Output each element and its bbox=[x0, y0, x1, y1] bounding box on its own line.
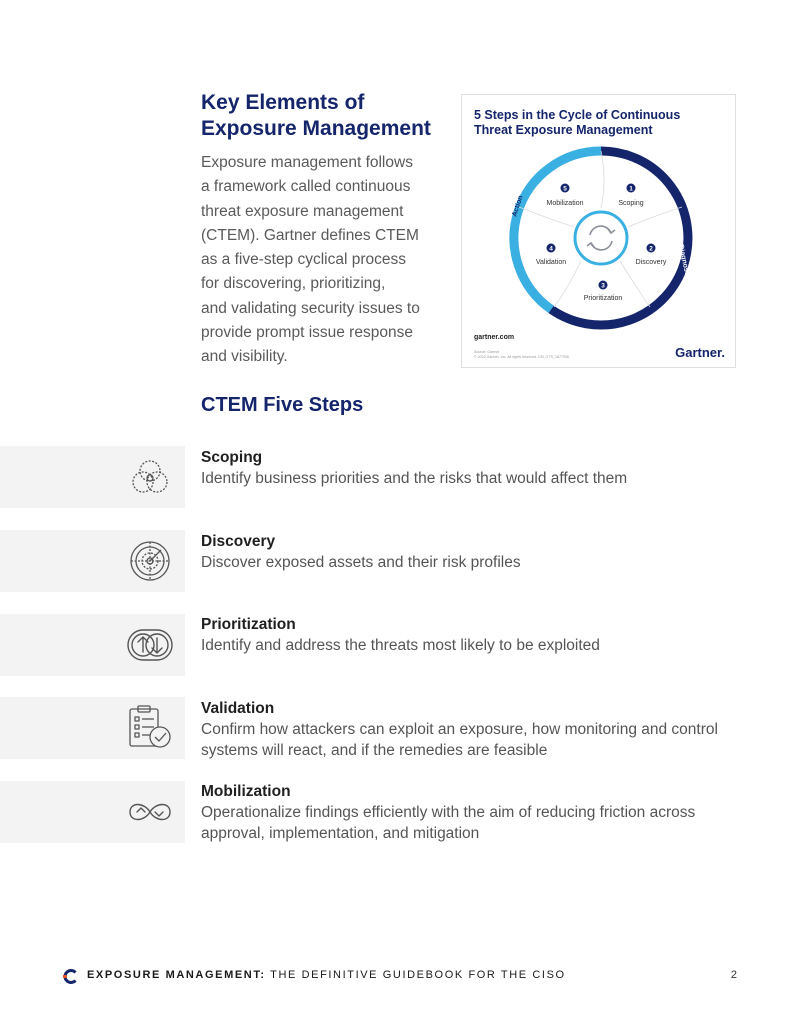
diagram-source-1: Source: Gartner bbox=[474, 350, 500, 354]
step-1-number: 1 bbox=[629, 185, 633, 193]
ctem-cycle-diagram bbox=[461, 94, 736, 368]
section-title-text: CTEM Five Steps bbox=[201, 394, 364, 416]
center-circle bbox=[575, 212, 627, 264]
step-title: Scoping bbox=[201, 449, 263, 466]
heading-line-1: Key Elements of bbox=[201, 91, 365, 114]
intro-line: (CTEM). Gartner defines CTEM bbox=[201, 226, 419, 244]
step-icon-band bbox=[0, 781, 185, 843]
step-title: Prioritization bbox=[201, 616, 296, 633]
footer-title-bold: EXPOSURE MANAGEMENT: bbox=[87, 969, 266, 981]
page-heading bbox=[201, 90, 431, 142]
intro-line: provide prompt issue response bbox=[201, 324, 413, 342]
intro-line: for discovering, prioritizing, bbox=[201, 275, 386, 293]
checklist-icon bbox=[126, 704, 174, 752]
step-4-label: Validation bbox=[535, 259, 567, 266]
footer-title-rest: THE DEFINITIVE GUIDEBOOK FOR THE CISO bbox=[265, 969, 566, 981]
step-validation bbox=[201, 698, 761, 761]
diagram-site: gartner.com bbox=[474, 334, 515, 341]
step-discovery bbox=[201, 531, 761, 573]
footer-title bbox=[87, 969, 566, 981]
page-number: 2 bbox=[730, 969, 737, 981]
step-1-label: Scoping bbox=[618, 200, 644, 207]
step-title: Mobilization bbox=[201, 783, 291, 800]
arc-label-diagnose: Diagnose bbox=[677, 243, 691, 277]
step-prioritization bbox=[201, 614, 761, 656]
step-mobilization bbox=[201, 781, 761, 844]
diagram-title-line-1: 5 Steps in the Cycle of Continuous bbox=[474, 108, 681, 122]
step-5-number: 5 bbox=[563, 185, 567, 193]
step-description-continued: approval, implementation, and mitigation bbox=[201, 825, 480, 842]
step-icon-band bbox=[0, 697, 185, 759]
step-description: Confirm how attackers can exploit an exposure, how monitoring and control bbox=[201, 721, 718, 738]
up-down-arrows-icon bbox=[126, 621, 174, 669]
intro-line: and validating security issues to bbox=[201, 299, 420, 317]
step-3-label: Prioritization bbox=[583, 295, 623, 302]
radar-icon bbox=[126, 537, 174, 585]
intro-line: as a five-step cyclical process bbox=[201, 251, 407, 269]
step-description: Identify and address the threats most likely to be exploited bbox=[201, 637, 600, 654]
step-2-number: 2 bbox=[649, 245, 653, 253]
intro-line: threat exposure management bbox=[201, 202, 404, 220]
diagram-title-line-2: Threat Exposure Management bbox=[474, 123, 653, 137]
step-description: Discover exposed assets and their risk profiles bbox=[201, 554, 521, 571]
intro-line: and visibility. bbox=[201, 348, 288, 366]
heading-line-2: Exposure Management bbox=[201, 117, 431, 140]
diagram-source-2: © 2022 Gartner, Inc. All rights reserved. CM_GTS_1877926 bbox=[474, 355, 569, 359]
step-5-label: Mobilization bbox=[546, 200, 584, 207]
intro-paragraph bbox=[201, 151, 451, 370]
step-description-continued: systems will react, and if the remedies are feasible bbox=[201, 742, 548, 759]
intro-line: a framework called continuous bbox=[201, 178, 411, 196]
step-description: Identify business priorities and the risks that would affect them bbox=[201, 470, 628, 487]
step-description: Operationalize findings efficiently with the aim of reducing friction across bbox=[201, 804, 696, 821]
step-icon-band bbox=[0, 446, 185, 508]
brand-logo-icon bbox=[63, 969, 78, 984]
section-title bbox=[201, 394, 363, 417]
step-scoping bbox=[201, 447, 761, 489]
step-title: Validation bbox=[201, 700, 275, 717]
page-footer bbox=[63, 968, 743, 986]
step-3-number: 3 bbox=[601, 282, 605, 290]
step-2-label: Discovery bbox=[635, 259, 667, 266]
step-icon-band bbox=[0, 530, 185, 592]
gartner-logo: Gartner. bbox=[675, 345, 725, 360]
arc-label-action: Action bbox=[511, 194, 525, 218]
infinity-arrows-icon bbox=[126, 788, 174, 836]
venn-icon bbox=[126, 453, 174, 501]
step-4-number: 4 bbox=[549, 245, 553, 253]
step-icon-band bbox=[0, 614, 185, 676]
step-title: Discovery bbox=[201, 533, 276, 550]
intro-line: Exposure management follows bbox=[201, 154, 413, 171]
